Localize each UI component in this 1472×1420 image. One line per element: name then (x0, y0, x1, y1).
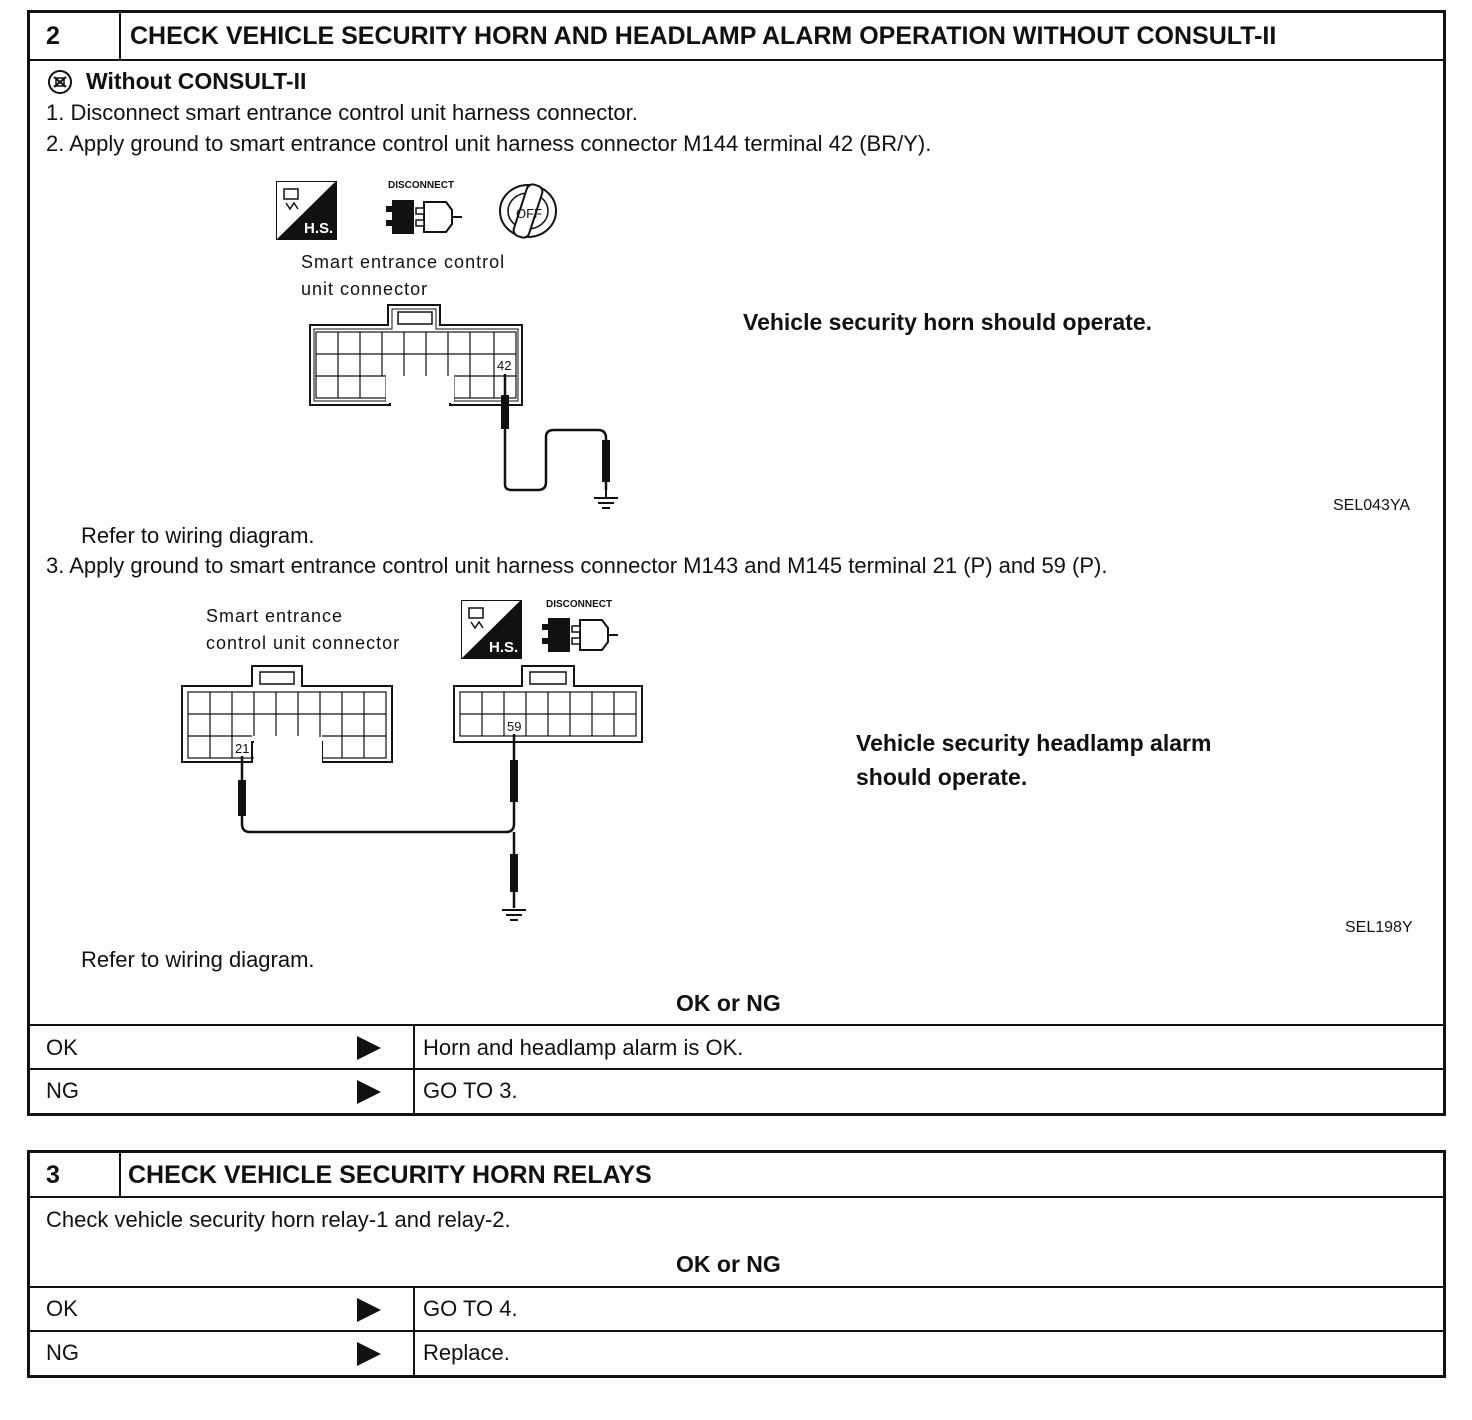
connector-label-2b: control unit connector (206, 633, 401, 653)
step2-number: 2 (46, 22, 60, 50)
step3-results-mid (29, 1330, 1444, 1332)
step3-ok-action: GO TO 4. (423, 1296, 518, 1321)
terminal-42-label: 42 (497, 358, 512, 373)
step2-ok-status: OK (46, 1035, 78, 1060)
step3-ng-arrow-icon (357, 1342, 381, 1366)
hs-icon-2-label: H.S. (489, 639, 519, 656)
disconnect-icon-2-label: DISCONNECT (546, 599, 613, 610)
step2-title: CHECK VEHICLE SECURITY HORN AND HEADLAMP ALARM OPERATION WITHOUT CONSULT-II (130, 22, 1277, 50)
disconnect-icon-label: DISCONNECT (388, 180, 455, 191)
step3-instruction: Check vehicle security horn relay-1 and relay-2. (46, 1207, 511, 1232)
step3-ng-status: NG (46, 1340, 79, 1365)
connector-label-1a: Smart entrance control (301, 252, 506, 272)
disconnect-icon-2 (542, 610, 622, 660)
ignition-off-label: OFF (516, 206, 542, 221)
hs-icon (276, 181, 337, 240)
step2-results-mid (29, 1068, 1444, 1070)
hs-icon-2 (461, 600, 522, 659)
figure1-code: SEL043YA (1333, 497, 1411, 514)
terminal-59-label: 59 (507, 719, 522, 734)
step3-header-divider (29, 1196, 1444, 1198)
step-3-text: 3. Apply ground to smart entrance control unit harness connector M143 and M145 terminal 21 (P) and 59 (P). (46, 553, 1108, 578)
headlamp-result-line2: should operate. (856, 764, 1028, 790)
terminal-21-label: 21 (235, 741, 250, 756)
step2-results-top (29, 1024, 1444, 1026)
connector-label-1b: unit connector (301, 279, 429, 299)
mode-label: Without CONSULT-II (86, 68, 307, 94)
figure2-code: SEL198Y (1345, 919, 1413, 936)
step2-ng-action: GO TO 3. (423, 1078, 518, 1103)
step3-ok-ng-heading: OK or NG (676, 1251, 781, 1277)
no-consult-icon (47, 69, 73, 95)
refer-wiring-2: Refer to wiring diagram. (81, 947, 315, 972)
step3-ng-action: Replace. (423, 1340, 510, 1365)
step2-ok-arrow-icon (357, 1036, 381, 1060)
step2-ok-ng-heading: OK or NG (676, 990, 781, 1016)
step3-ok-status: OK (46, 1296, 78, 1321)
step3-number-divider (119, 1152, 121, 1196)
step2-ng-arrow-icon (357, 1080, 381, 1104)
step3-results-divider (413, 1286, 415, 1376)
horn-result-text: Vehicle security horn should operate. (743, 309, 1153, 335)
connector-label-2a: Smart entrance (206, 606, 344, 626)
step2-header-divider (29, 59, 1444, 61)
step2-ng-status: NG (46, 1078, 79, 1103)
ignition-off-icon (494, 180, 562, 242)
connector-diagram-m144 (300, 300, 630, 515)
hs-icon-label: H.S. (304, 220, 334, 237)
step2-ok-action: Horn and headlamp alarm is OK. (423, 1035, 744, 1060)
step3-number: 3 (46, 1161, 60, 1189)
step2-number-divider (119, 12, 121, 59)
headlamp-result-line1: Vehicle security headlamp alarm (856, 730, 1212, 756)
disconnect-icon (386, 192, 466, 242)
step3-title: CHECK VEHICLE SECURITY HORN RELAYS (128, 1161, 652, 1189)
refer-wiring-1: Refer to wiring diagram. (81, 523, 315, 548)
connector-diagram-m143-m145 (176, 660, 656, 930)
step-2-text: 2. Apply ground to smart entrance control unit harness connector M144 terminal 42 (BR/Y). (46, 131, 932, 156)
step3-ok-arrow-icon (357, 1298, 381, 1322)
step-1-text: 1. Disconnect smart entrance control unit harness connector. (46, 100, 638, 125)
step3-results-top (29, 1286, 1444, 1288)
step2-results-divider (413, 1024, 415, 1114)
